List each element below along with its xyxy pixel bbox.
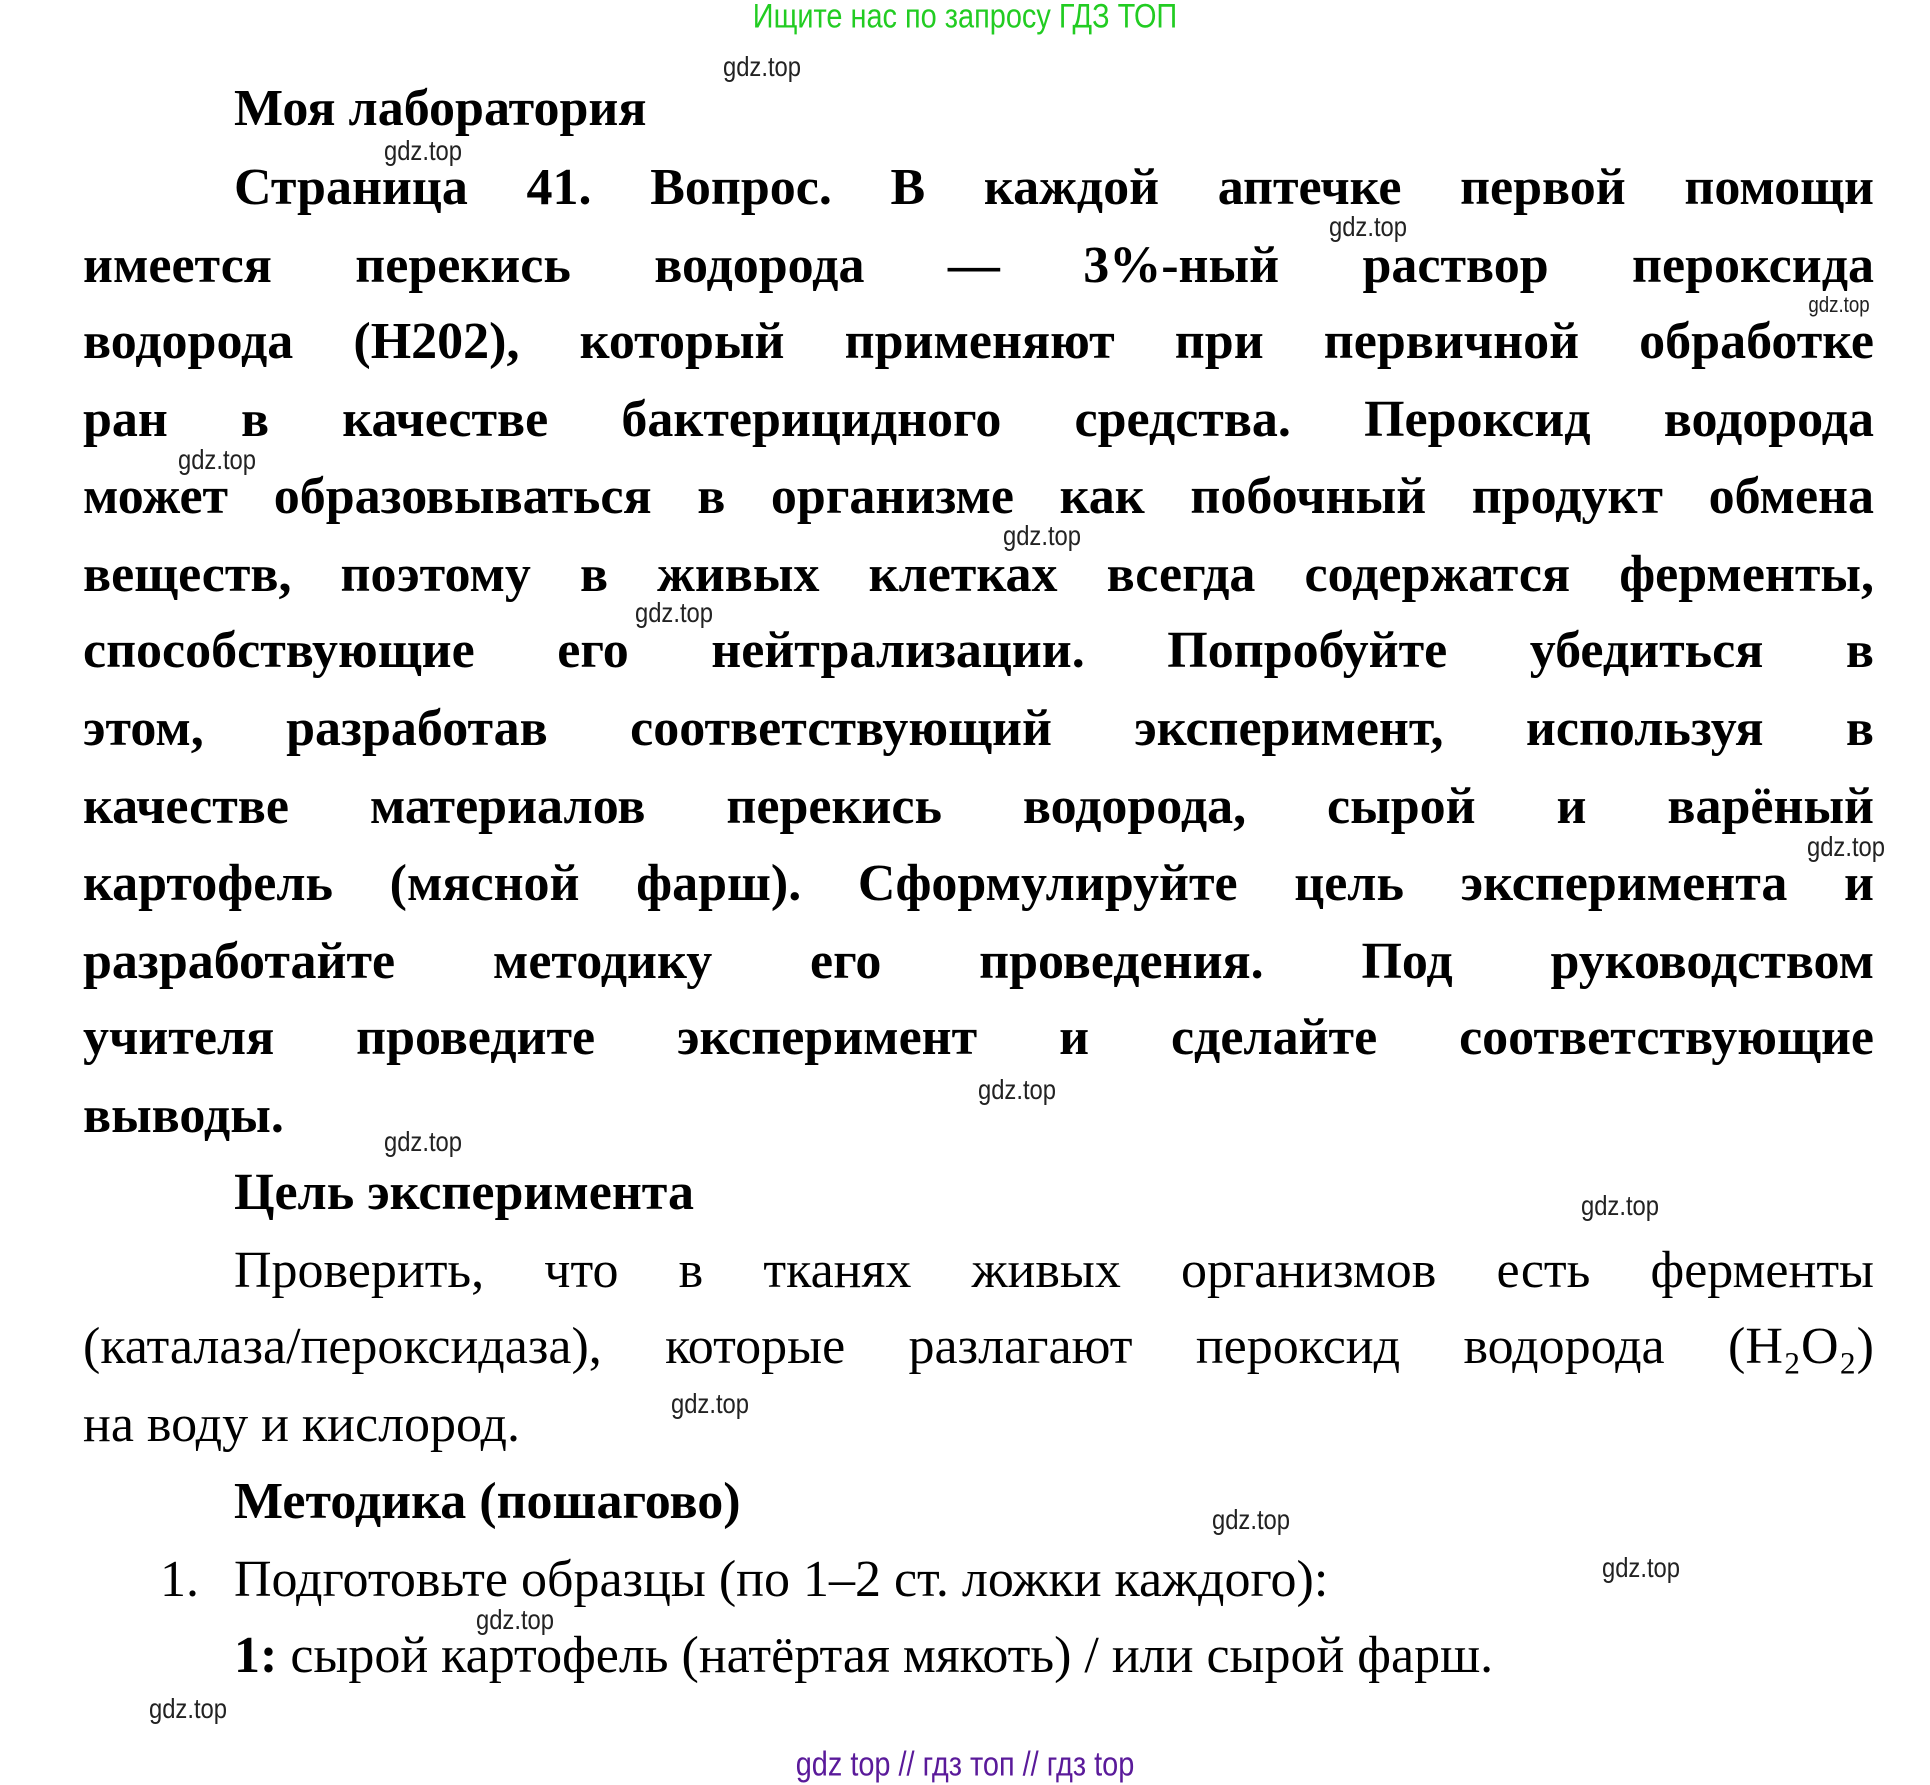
step-number: 1. (160, 1551, 199, 1608)
watermark: gdz.top (1808, 292, 1870, 317)
watermark: gdz.top (1328, 211, 1408, 242)
step-text: Подготовьте образцы (по 1–2 ст. ложки каждого): (234, 1551, 1329, 1608)
watermark: gdz.top (1580, 1190, 1660, 1221)
question-line: картофель (мясной фарш). Сформулируйте цель эксперимента и (83, 855, 1874, 912)
sub-item (234, 1626, 1493, 1686)
method-heading: Методика (пошагово) (234, 1473, 741, 1530)
question-line: этом, разработав соответствующий эксперимент, используя в (83, 700, 1874, 757)
watermark: gdz.top (177, 444, 257, 475)
watermark: gdz.top (977, 1074, 1057, 1105)
watermark: gdz.top (1002, 520, 1082, 551)
goal-line: Проверить, что в тканях живых организмов есть ферменты (234, 1242, 1874, 1299)
question-line: может образовываться в организме как побочный продукт обмена (83, 468, 1874, 525)
question-line: способствующие его нейтрализации. Попробуйте убедиться в (83, 622, 1874, 679)
question-line: разработайте методику его проведения. Под руководством (83, 933, 1874, 990)
sub-item-label: 1: (234, 1627, 278, 1684)
question-line: качестве материалов перекись водорода, сырой и варёный (83, 778, 1874, 835)
watermark: gdz.top (634, 597, 714, 628)
watermark: gdz.top (670, 1388, 750, 1419)
watermark: gdz.top (383, 135, 463, 166)
search-banner: Ищите нас по запросу ГДЗ ТОП (752, 0, 1178, 36)
goal-heading: Цель эксперимента (234, 1164, 694, 1221)
question-line: имеется перекись водорода — 3%-ный раствор пероксида (83, 237, 1874, 294)
watermark: gdz.top (1806, 831, 1886, 862)
question-line: ран в качестве бактерицидного средства. Пероксид водорода (83, 391, 1874, 448)
question-line: водорода (H202), который применяют при первичной обработке (83, 313, 1874, 370)
question-line: Страница 41. Вопрос. В каждой аптечке первой помощи (234, 159, 1874, 216)
sub-item-text: сырой картофель (натёртая мякоть) / или сырой фарш. (277, 1627, 1494, 1684)
watermark: gdz.top (1601, 1552, 1681, 1583)
watermark: gdz.top (475, 1604, 555, 1635)
watermark: gdz.top (722, 51, 802, 82)
goal-line: на воду и кислород. (83, 1396, 520, 1453)
section-heading: Моя лаборатория (234, 80, 647, 137)
watermark: gdz.top (383, 1126, 463, 1157)
question-line: учителя проведите эксперимент и сделайте соответствующие (83, 1009, 1874, 1066)
footer-links: gdz top // гдз топ // гдз top (795, 1745, 1135, 1784)
watermark: gdz.top (1211, 1504, 1291, 1535)
goal-line: (каталаза/пероксидаза), которые разлагают пероксид водорода (H₂O₂) (83, 1318, 1874, 1375)
question-line: выводы. (83, 1087, 284, 1144)
watermark: gdz.top (148, 1693, 228, 1724)
question-line: веществ, поэтому в живых клетках всегда содержатся ферменты, (83, 546, 1874, 603)
